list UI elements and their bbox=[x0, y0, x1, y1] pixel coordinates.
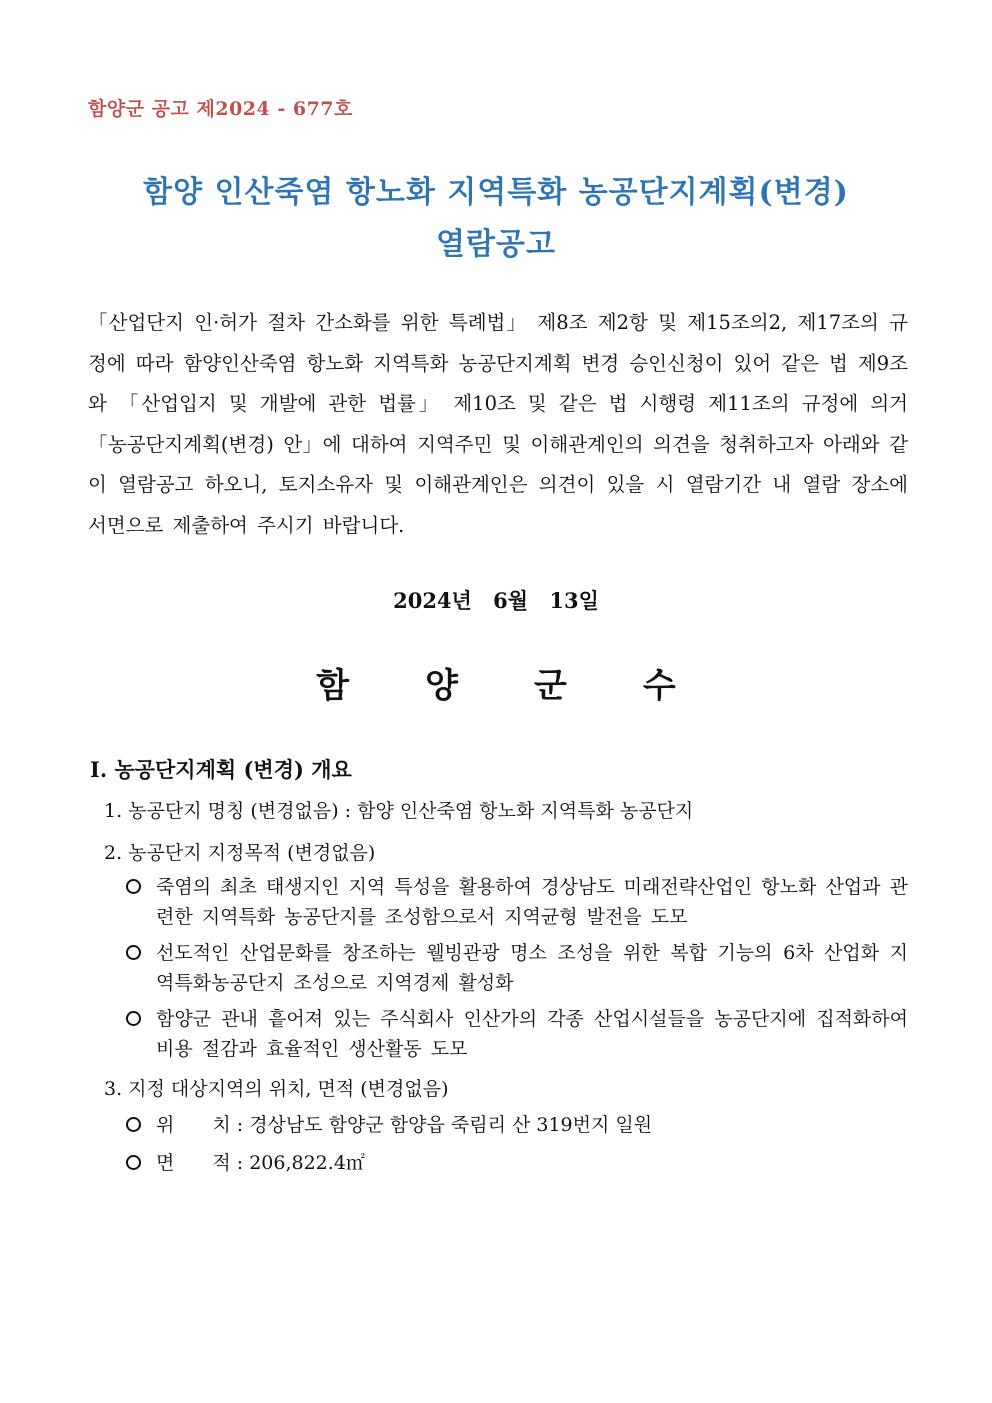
purpose-bullet bbox=[126, 938, 908, 998]
purpose-bullet bbox=[126, 872, 908, 932]
location-row bbox=[126, 1110, 908, 1137]
location-label: 위 치 : bbox=[156, 1114, 244, 1136]
area-value: 206,822.4㎡ bbox=[249, 1152, 365, 1174]
document-title-line1: 함양 인산죽염 항노화 지역특화 농공단지계획(변경) bbox=[143, 175, 849, 210]
item-name: 1. 농공단지 명칭 (변경없음) : 함양 인산죽염 항노화 지역특화 농공단지 bbox=[104, 800, 694, 822]
section-heading: Ⅰ. 농공단지계획 (변경) 개요 bbox=[90, 757, 352, 782]
area-row bbox=[126, 1148, 908, 1175]
circle-bullet-icon bbox=[126, 945, 141, 960]
signer-char: 양 bbox=[425, 666, 458, 706]
circle-bullet-icon bbox=[126, 1155, 141, 1170]
area-label: 면 적 : bbox=[156, 1152, 244, 1174]
signer bbox=[0, 658, 992, 707]
circle-bullet-icon bbox=[126, 1011, 141, 1026]
signer-char: 군 bbox=[534, 666, 567, 706]
circle-bullet-icon bbox=[126, 879, 141, 894]
notice-number: 함양군 공고 제2024 - 677호 bbox=[88, 98, 353, 120]
purpose-text: 선도적인 산업문화를 창조하는 웰빙관광 명소 조성을 위한 복합 기능의 6차 산업화 지역특화농공단지 조성으로 지역경제 활성화 bbox=[156, 942, 908, 994]
signer-char: 함 bbox=[316, 666, 350, 706]
purpose-text: 함양군 관내 흩어져 있는 주식회사 인산가의 각종 산업시설들을 농공단지에 집적화하여 비용 절감과 효율적인 생산활동 도모 bbox=[156, 1008, 908, 1060]
item-purpose: 2. 농공단지 지정목적 (변경없음) bbox=[104, 842, 376, 864]
purpose-bullet bbox=[126, 1004, 908, 1064]
document-title-line2: 열람공고 bbox=[436, 227, 556, 262]
notice-body-paragraph: 「산업단지 인·허가 절차 간소화를 위한 특례법」 제8조 제2항 및 제15조의2, 제17조의 규정에 따라 함양인산죽염 항노화 지역특화 농공단지계획 변경 승인신청이 있어 같은 법 제9조와 「산업입지 및 개발에 관한 법률」 제10조 및 같은 법 시행령 제11조의 규정에 의거 「농공단지계획(변경) 안」에 대하여 지역주민 및 이해관계인의 의견을 청취하고자 아래와 같이 열람공고 하오니, 토지소유자 및 이해관계인은 의견이 있을 시 열람기간 내 열람 장소에 서면으로 제출하여 주시기 바랍니다. bbox=[88, 311, 908, 537]
notice-date: 2024년 6월 13일 bbox=[393, 588, 599, 613]
signer-char: 수 bbox=[642, 666, 676, 706]
item-location-area: 3. 지정 대상지역의 위치, 면적 (변경없음) bbox=[104, 1078, 449, 1100]
circle-bullet-icon bbox=[126, 1117, 141, 1132]
location-value: 경상남도 함양군 함양읍 죽림리 산 319번지 일원 bbox=[249, 1114, 653, 1136]
purpose-text: 죽염의 최초 태생지인 지역 특성을 활용하여 경상남도 미래전략산업인 항노화 산업과 관련한 지역특화 농공단지를 조성함으로서 지역균형 발전을 도모 bbox=[156, 876, 908, 928]
